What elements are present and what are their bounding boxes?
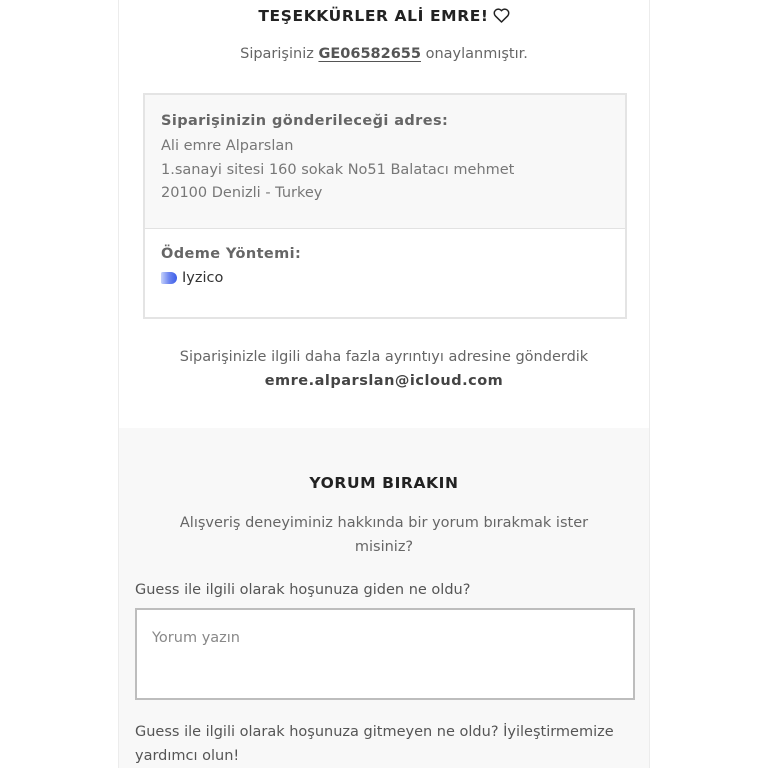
shipping-address-section <box>145 95 625 229</box>
order-number-link[interactable]: GE06582655 <box>318 46 421 62</box>
payment-method <box>161 270 609 286</box>
review-heading: YORUM BIRAKIN <box>309 474 459 492</box>
liked-question-label: Guess ile ilgili olarak hoşunuza giden ne oldu? <box>135 582 471 598</box>
details-text: Siparişinizle ilgili daha fazla ayrıntıyı adresine gönderdik <box>179 349 589 365</box>
customer-email: emre.alparslan@icloud.com <box>264 373 504 389</box>
shipping-name: Ali emre Alparslan <box>161 138 294 154</box>
payment-method-label: Ödeme Yöntemi: <box>161 246 302 262</box>
review-section <box>119 428 649 768</box>
order-confirmation-message <box>119 46 649 62</box>
thank-you-text: TEŞEKKÜRLER ALİ EMRE! <box>258 7 489 25</box>
order-info-box <box>143 93 627 319</box>
review-subtitle: Alışveriş deneyiminiz hakkında bir yorum bırakmak ister misiniz? <box>179 515 589 555</box>
confirm-suffix: onaylanmıştır. <box>425 46 528 62</box>
shipping-street: 1.sanayi sitesi 160 sokak No51 Balatacı mehmet <box>161 161 515 178</box>
disliked-question-label: Guess ile ilgili olarak hoşunuza gitmeyen ne oldu? İyileştirmemize yardımcı olun! <box>135 724 614 764</box>
iyzico-logo-icon <box>161 272 177 284</box>
payment-method-name: Iyzico <box>182 270 224 286</box>
order-confirmation-page <box>118 0 650 768</box>
confirm-prefix: Siparişiniz <box>240 46 314 62</box>
email-details-message <box>119 345 649 393</box>
liked-review-textarea[interactable] <box>135 608 635 700</box>
heart-outline-icon <box>493 8 510 27</box>
shipping-address-label: Siparişinizin gönderileceği adres: <box>161 113 449 129</box>
thank-you-heading <box>119 7 649 27</box>
payment-method-section <box>145 229 625 317</box>
shipping-city: 20100 Denizli - Turkey <box>161 185 323 201</box>
